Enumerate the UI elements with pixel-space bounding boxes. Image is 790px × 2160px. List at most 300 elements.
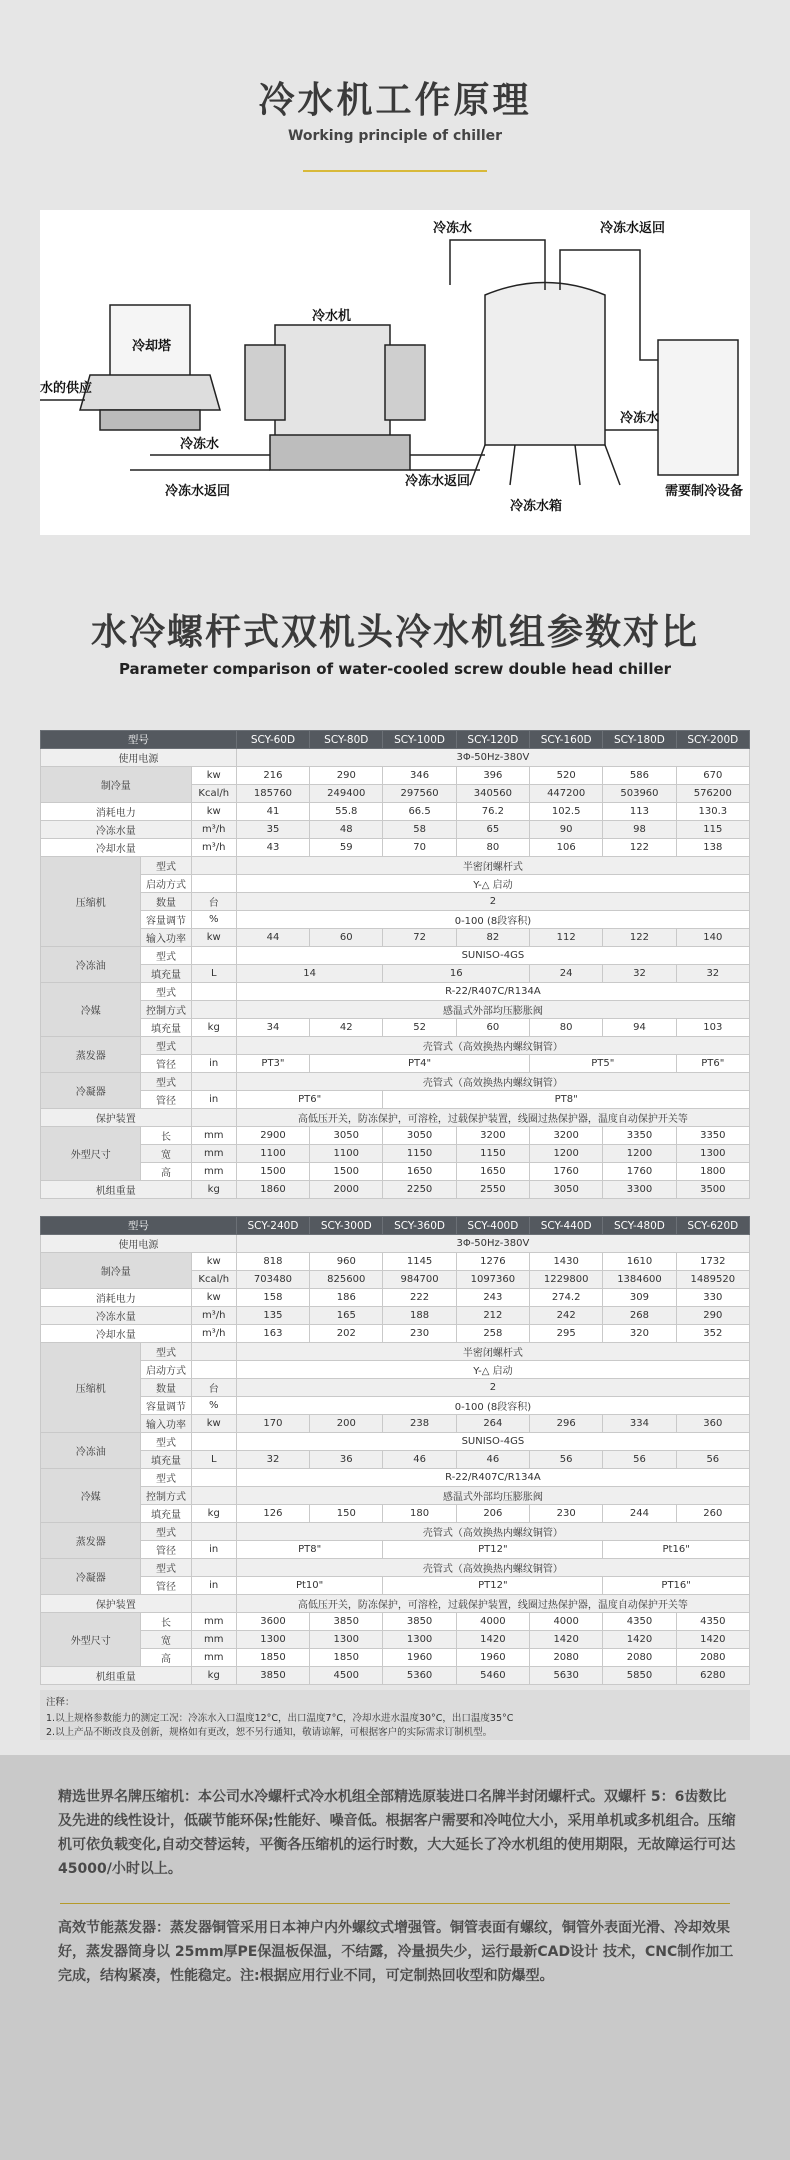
table-cell: 165 <box>310 1307 383 1325</box>
table-cell: 80 <box>456 839 529 857</box>
table-row <box>41 1631 750 1649</box>
table-cell: 1100 <box>310 1145 383 1163</box>
table-cell: 壳管式（高效换热内螺纹铜管） <box>236 1559 749 1577</box>
unit-cell: m³/h <box>191 821 236 839</box>
unit-cell: kw <box>191 1253 236 1271</box>
table-cell: 3350 <box>676 1127 749 1145</box>
parameter-table-2 <box>40 1216 750 1685</box>
model-cell: SCY-400D <box>456 1217 529 1235</box>
table-cell: 249400 <box>310 785 383 803</box>
table-cell: 3Φ-50Hz-380V <box>236 1235 749 1253</box>
unit-cell: L <box>191 965 236 983</box>
unit-cell: kg <box>191 1019 236 1037</box>
section-title-principle: 冷水机工作原理 <box>258 80 532 121</box>
table-cell: 158 <box>236 1289 309 1307</box>
table-cell: 216 <box>236 767 309 785</box>
table-cell: 186 <box>310 1289 383 1307</box>
table-cell: 1200 <box>603 1145 676 1163</box>
table-cell: 1650 <box>383 1163 456 1181</box>
table-row <box>41 1163 750 1181</box>
table-row <box>41 1415 750 1433</box>
row-label: 高 <box>141 1649 191 1667</box>
table-cell: 140 <box>676 929 749 947</box>
unit-cell: kg <box>191 1505 236 1523</box>
table-cell: 65 <box>456 821 529 839</box>
table-cell: 43 <box>236 839 309 857</box>
table-cell: 1960 <box>456 1649 529 1667</box>
note-2: 2.以上产品不断改良及创新，规格如有更改，恕不另行通知，敬请谅解，可根据客户的实际需求订制机型。 <box>46 1727 493 1738</box>
table-cell: 122 <box>603 839 676 857</box>
table-cell: 1850 <box>236 1649 309 1667</box>
table-row <box>41 1667 750 1685</box>
table-cell: 1420 <box>530 1631 603 1649</box>
table-row <box>41 1289 750 1307</box>
table-cell: 115 <box>676 821 749 839</box>
table-cell: 58 <box>383 821 456 839</box>
table-cell: 1150 <box>383 1145 456 1163</box>
table-cell: 1500 <box>236 1163 309 1181</box>
table-cell: 258 <box>456 1325 529 1343</box>
row-label: 冷却水量 <box>41 839 192 857</box>
table-cell: 1420 <box>603 1631 676 1649</box>
table-cell: 1229800 <box>530 1271 603 1289</box>
row-label: 控制方式 <box>141 1001 191 1019</box>
table-cell: 壳管式（高效换热内螺纹铜管） <box>236 1037 749 1055</box>
table-cell: 高低压开关，防冻保护，可溶栓，过载保护装置，线圈过热保护器，温度自动保护开关等 <box>236 1595 749 1613</box>
group-label: 蒸发器 <box>41 1037 141 1073</box>
table-cell: 960 <box>310 1253 383 1271</box>
row-label: 宽 <box>141 1145 191 1163</box>
table-row <box>41 1649 750 1667</box>
table-cell: 60 <box>456 1019 529 1037</box>
table-cell: 3850 <box>383 1613 456 1631</box>
table-cell: 503960 <box>603 785 676 803</box>
table-cell: 1760 <box>530 1163 603 1181</box>
table-cell: 2900 <box>236 1127 309 1145</box>
label-chilled-return-left: 冷冻水返回 <box>165 484 231 499</box>
table-cell: 4350 <box>676 1613 749 1631</box>
table-cell: 188 <box>383 1307 456 1325</box>
table-cell: 半密闭螺杆式 <box>236 1343 749 1361</box>
unit-cell: Kcal/h <box>191 1271 236 1289</box>
row-label: 管径 <box>141 1577 191 1595</box>
unit-cell: 台 <box>191 1379 236 1397</box>
table-cell: 5460 <box>456 1667 529 1685</box>
table-cell: SUNISO-4GS <box>236 1433 749 1451</box>
table-cell: 感温式外部均压膨胀阀 <box>236 1487 749 1505</box>
row-label: 高 <box>141 1163 191 1181</box>
table-row <box>41 1469 750 1487</box>
model-cell: SCY-180D <box>603 731 676 749</box>
table-cell: 1100 <box>236 1145 309 1163</box>
unit-cell: mm <box>191 1127 236 1145</box>
table-cell: PT8" <box>236 1541 383 1559</box>
table-row <box>41 731 750 749</box>
table-row <box>41 875 750 893</box>
label-chiller: 冷水机 <box>312 309 352 324</box>
model-cell: SCY-360D <box>383 1217 456 1235</box>
row-label: 容量调节 <box>141 1397 191 1415</box>
row-label: 启动方式 <box>141 1361 191 1379</box>
model-cell: SCY-300D <box>310 1217 383 1235</box>
table-cell: 82 <box>456 929 529 947</box>
row-label: 型式 <box>141 1559 191 1577</box>
model-header: 型号 <box>41 1217 237 1235</box>
table-cell: 106 <box>530 839 603 857</box>
table-cell: 238 <box>383 1415 456 1433</box>
table-cell: PT16" <box>603 1577 750 1595</box>
unit-cell: in <box>191 1091 236 1109</box>
table-cell: 1276 <box>456 1253 529 1271</box>
table-cell: 520 <box>530 767 603 785</box>
table-cell: 825600 <box>310 1271 383 1289</box>
table-cell: PT12" <box>383 1577 603 1595</box>
table-cell: 340560 <box>456 785 529 803</box>
table-cell: Pt16" <box>603 1541 750 1559</box>
table-cell: 3600 <box>236 1613 309 1631</box>
table-cell: 984700 <box>383 1271 456 1289</box>
table-cell: 576200 <box>676 785 749 803</box>
table-cell: 102.5 <box>530 803 603 821</box>
table-cell: 2080 <box>676 1649 749 1667</box>
table-cell: 46 <box>456 1451 529 1469</box>
table-cell: 感温式外部均压膨胀阀 <box>236 1001 749 1019</box>
table-cell: 0-100 (8段容积) <box>236 911 749 929</box>
table-cell: 1760 <box>603 1163 676 1181</box>
table-cell: 112 <box>530 929 603 947</box>
table-row <box>41 1253 750 1271</box>
table-cell: 264 <box>456 1415 529 1433</box>
table-row <box>41 1433 750 1451</box>
table-cell: 1850 <box>310 1649 383 1667</box>
unit-cell: Kcal/h <box>191 785 236 803</box>
row-label: 机组重量 <box>41 1181 192 1199</box>
table-row <box>41 1235 750 1253</box>
table-cell: 206 <box>456 1505 529 1523</box>
table-row <box>41 1343 750 1361</box>
group-label: 冷凝器 <box>41 1073 141 1109</box>
model-cell: SCY-60D <box>236 731 309 749</box>
table-row <box>41 965 750 983</box>
table-cell: 60 <box>310 929 383 947</box>
table-cell: 1500 <box>310 1163 383 1181</box>
row-label: 型式 <box>141 1523 191 1541</box>
table-cell: 244 <box>603 1505 676 1523</box>
row-label: 型式 <box>141 1343 191 1361</box>
row-label: 消耗电力 <box>41 1289 192 1307</box>
table-cell: Y-△ 启动 <box>236 1361 749 1379</box>
table-cell: 56 <box>676 1451 749 1469</box>
table-cell: 1800 <box>676 1163 749 1181</box>
table-cell: 32 <box>676 965 749 983</box>
table-cell: 1430 <box>530 1253 603 1271</box>
table-cell: 80 <box>530 1019 603 1037</box>
row-label: 制冷量 <box>41 1253 192 1289</box>
table-cell: 66.5 <box>383 803 456 821</box>
table-row <box>41 1181 750 1199</box>
table-cell: 5630 <box>530 1667 603 1685</box>
table-cell: 16 <box>383 965 530 983</box>
model-cell: SCY-200D <box>676 731 749 749</box>
table-cell: 3300 <box>603 1181 676 1199</box>
table-cell: 230 <box>383 1325 456 1343</box>
table-cell: 1097360 <box>456 1271 529 1289</box>
table-cell: 818 <box>236 1253 309 1271</box>
table-cell: 1300 <box>676 1145 749 1163</box>
group-label: 压缩机 <box>41 857 141 947</box>
table-cell: 200 <box>310 1415 383 1433</box>
table-row <box>41 983 750 1001</box>
table-cell: 41 <box>236 803 309 821</box>
row-label: 填充量 <box>141 1019 191 1037</box>
feature-divider <box>60 1903 730 1904</box>
table-cell: 346 <box>383 767 456 785</box>
model-cell: SCY-480D <box>603 1217 676 1235</box>
unit-cell: kw <box>191 1289 236 1307</box>
table-cell: PT6" <box>236 1091 383 1109</box>
table-row <box>41 821 750 839</box>
title-underline <box>303 170 487 172</box>
model-cell: SCY-160D <box>530 731 603 749</box>
table-row <box>41 1487 750 1505</box>
row-label: 填充量 <box>141 1451 191 1469</box>
table-cell: 396 <box>456 767 529 785</box>
section-subtitle-principle: Working principle of chiller <box>287 128 503 144</box>
model-cell: SCY-620D <box>676 1217 749 1235</box>
table-cell: 2000 <box>310 1181 383 1199</box>
group-label: 冷冻油 <box>41 947 141 983</box>
row-label: 型式 <box>141 983 191 1001</box>
table-row <box>41 1091 750 1109</box>
unit-cell: % <box>191 911 236 929</box>
label-chilled-water-top: 冷冻水 <box>433 221 473 236</box>
table-cell: 半密闭螺杆式 <box>236 857 749 875</box>
table-cell: 309 <box>603 1289 676 1307</box>
unit-cell: kw <box>191 767 236 785</box>
table-cell: 334 <box>603 1415 676 1433</box>
table-row <box>41 1397 750 1415</box>
table-cell: 34 <box>236 1019 309 1037</box>
table-cell: 260 <box>676 1505 749 1523</box>
label-chilled-water-left: 冷冻水 <box>180 437 220 452</box>
table-row <box>41 911 750 929</box>
table-cell: 55.8 <box>310 803 383 821</box>
unit-cell: mm <box>191 1613 236 1631</box>
row-label: 型式 <box>141 1469 191 1487</box>
table-cell: R-22/R407C/R134A <box>236 1469 749 1487</box>
table-cell: 5850 <box>603 1667 676 1685</box>
table-cell: 48 <box>310 821 383 839</box>
table-cell: 0-100 (8段容积) <box>236 1397 749 1415</box>
table-cell: 98 <box>603 821 676 839</box>
unit-cell: mm <box>191 1163 236 1181</box>
table-cell: 296 <box>530 1415 603 1433</box>
unit-cell: kw <box>191 1415 236 1433</box>
table-cell: PT8" <box>383 1091 750 1109</box>
table-row <box>41 1055 750 1073</box>
table-cell: 163 <box>236 1325 309 1343</box>
table-cell: 1610 <box>603 1253 676 1271</box>
table-cell: PT12" <box>383 1541 603 1559</box>
row-label: 长 <box>141 1127 191 1145</box>
table-cell: 180 <box>383 1505 456 1523</box>
table-row <box>41 1001 750 1019</box>
table-cell: 122 <box>603 929 676 947</box>
table-cell: PT6" <box>676 1055 749 1073</box>
table-row <box>41 767 750 785</box>
label-chilled-tank: 冷冻水箱 <box>510 499 563 514</box>
table-row <box>41 1217 750 1235</box>
note-1: 1.以上规格参数能力的测定工况：冷冻水入口温度12°C，出口温度7°C，冷却水进水温度30°C，出口温度35°C <box>46 1713 514 1724</box>
table-cell: 243 <box>456 1289 529 1307</box>
table-cell: 3850 <box>310 1613 383 1631</box>
table-cell: 2 <box>236 893 749 911</box>
table-cell: 52 <box>383 1019 456 1037</box>
model-cell: SCY-100D <box>383 731 456 749</box>
table-cell: 113 <box>603 803 676 821</box>
model-cell: SCY-80D <box>310 731 383 749</box>
section-title-parameters: 水冷螺杆式双机头冷水机组参数对比 <box>90 612 699 653</box>
table-row <box>41 1145 750 1163</box>
table-cell: 3050 <box>383 1127 456 1145</box>
row-label: 使用电源 <box>41 1235 237 1253</box>
table-cell: 14 <box>236 965 383 983</box>
table-cell: 1300 <box>236 1631 309 1649</box>
table-cell: 35 <box>236 821 309 839</box>
table-cell: 4000 <box>530 1613 603 1631</box>
label-chilled-water-right: 冷冻水 <box>620 411 660 426</box>
table-row <box>41 839 750 857</box>
table-cell: 1420 <box>676 1631 749 1649</box>
table-cell: 2250 <box>383 1181 456 1199</box>
row-label: 机组重量 <box>41 1667 192 1685</box>
table-cell: 586 <box>603 767 676 785</box>
row-label: 填充量 <box>141 1505 191 1523</box>
table-cell: 126 <box>236 1505 309 1523</box>
table-cell: PT5" <box>530 1055 677 1073</box>
table-cell: 3850 <box>236 1667 309 1685</box>
unit-cell: m³/h <box>191 839 236 857</box>
row-label: 冷冻水量 <box>41 1307 192 1325</box>
table-cell: 1650 <box>456 1163 529 1181</box>
table-row <box>41 1379 750 1397</box>
table-row <box>41 929 750 947</box>
model-cell: SCY-120D <box>456 731 529 749</box>
table-cell: 32 <box>603 965 676 983</box>
table-cell: 1145 <box>383 1253 456 1271</box>
table-cell: 36 <box>310 1451 383 1469</box>
table-cell: PT4" <box>310 1055 530 1073</box>
table-cell: 2080 <box>530 1649 603 1667</box>
table-cell: 274.2 <box>530 1289 603 1307</box>
table-cell: 56 <box>603 1451 676 1469</box>
unit-cell: in <box>191 1577 236 1595</box>
table-cell: 3200 <box>530 1127 603 1145</box>
table-row <box>41 1127 750 1145</box>
table-cell: 242 <box>530 1307 603 1325</box>
table-cell: 1150 <box>456 1145 529 1163</box>
row-label: 管径 <box>141 1541 191 1559</box>
table-cell: 130.3 <box>676 803 749 821</box>
table-cell: 56 <box>530 1451 603 1469</box>
table-cell: 4000 <box>456 1613 529 1631</box>
row-label: 型式 <box>141 1433 191 1451</box>
row-label: 管径 <box>141 1091 191 1109</box>
model-cell: SCY-440D <box>530 1217 603 1235</box>
feature-compressor-text: 精选世界名牌压缩机：本公司水冷螺杆式冷水机组全部精选原装进口名牌半封闭螺杆式。双螺杆 5：6齿数比及先进的线性设计，低碳节能环保;性能好、噪音低。根据客户需要和冷吨位大小，采用单机或多机组合。压缩机可依负载变化,自动交替运转，平衡各压缩机的运行时数，大大延长了冷水机组的使用期限，无故障运行可达45000/小时以上。 <box>58 1789 736 1877</box>
row-label: 输入功率 <box>141 929 191 947</box>
table-cell: SUNISO-4GS <box>236 947 749 965</box>
group-label: 冷冻油 <box>41 1433 141 1469</box>
table-cell: 4350 <box>603 1613 676 1631</box>
table-row <box>41 1325 750 1343</box>
table-cell: 447200 <box>530 785 603 803</box>
table-cell: 44 <box>236 929 309 947</box>
table-cell: 32 <box>236 1451 309 1469</box>
table-cell: 135 <box>236 1307 309 1325</box>
table-row <box>41 1523 750 1541</box>
row-label: 保护装置 <box>41 1109 192 1127</box>
row-label: 使用电源 <box>41 749 237 767</box>
table-row <box>41 1307 750 1325</box>
table-cell: 3200 <box>456 1127 529 1145</box>
table-row <box>41 1595 750 1613</box>
table-cell: Pt10" <box>236 1577 383 1595</box>
table-cell: 295 <box>530 1325 603 1343</box>
table-cell: 5360 <box>383 1667 456 1685</box>
table-row <box>41 1559 750 1577</box>
table-cell: 212 <box>456 1307 529 1325</box>
unit-cell: m³/h <box>191 1325 236 1343</box>
feature-evaporator-text: 高效节能蒸发器：蒸发器铜管采用日本神户内外螺纹式增强管。铜管表面有螺纹，铜管外表面光滑、冷却效果好，蒸发器筒身以 25mm厚PE保温板保温，不结露，冷量损失少，运行最新CAD设计 技术，CNC制作加工完成，结构紧凑，性能稳定。注:根据应用行业不同，可定制热回收型和防爆型。 <box>58 1920 734 1984</box>
table-row <box>41 1109 750 1127</box>
diagram-svg <box>40 210 750 535</box>
table-cell: 1420 <box>456 1631 529 1649</box>
chiller-diagram <box>40 210 750 535</box>
group-label: 外型尺寸 <box>41 1613 141 1667</box>
unit-cell: mm <box>191 1145 236 1163</box>
section-subtitle-parameters: Parameter comparison of water-cooled screw double head chiller <box>118 660 672 678</box>
notes-label: 注释： <box>46 1697 75 1708</box>
table-row <box>41 749 750 767</box>
table-cell: 170 <box>236 1415 309 1433</box>
table-cell: 290 <box>310 767 383 785</box>
table-cell: 1300 <box>310 1631 383 1649</box>
row-label: 数量 <box>141 893 191 911</box>
model-cell: SCY-240D <box>236 1217 309 1235</box>
table-cell: R-22/R407C/R134A <box>236 983 749 1001</box>
table-cell: 1300 <box>383 1631 456 1649</box>
table-cell: 290 <box>676 1307 749 1325</box>
table-cell: 352 <box>676 1325 749 1343</box>
table-cell: 268 <box>603 1307 676 1325</box>
row-label: 消耗电力 <box>41 803 192 821</box>
unit-cell: kg <box>191 1667 236 1685</box>
table-row <box>41 1613 750 1631</box>
row-label: 型式 <box>141 947 191 965</box>
table-row <box>41 1451 750 1469</box>
model-header: 型号 <box>41 731 237 749</box>
group-label: 蒸发器 <box>41 1523 141 1559</box>
row-label: 长 <box>141 1613 191 1631</box>
unit-cell: kg <box>191 1181 236 1199</box>
unit-cell: m³/h <box>191 1307 236 1325</box>
group-label: 冷媒 <box>41 983 141 1037</box>
group-label: 外型尺寸 <box>41 1127 141 1181</box>
table-cell: 2550 <box>456 1181 529 1199</box>
label-chilled-return-mid: 冷冻水返回 <box>405 474 471 489</box>
table-cell: 297560 <box>383 785 456 803</box>
